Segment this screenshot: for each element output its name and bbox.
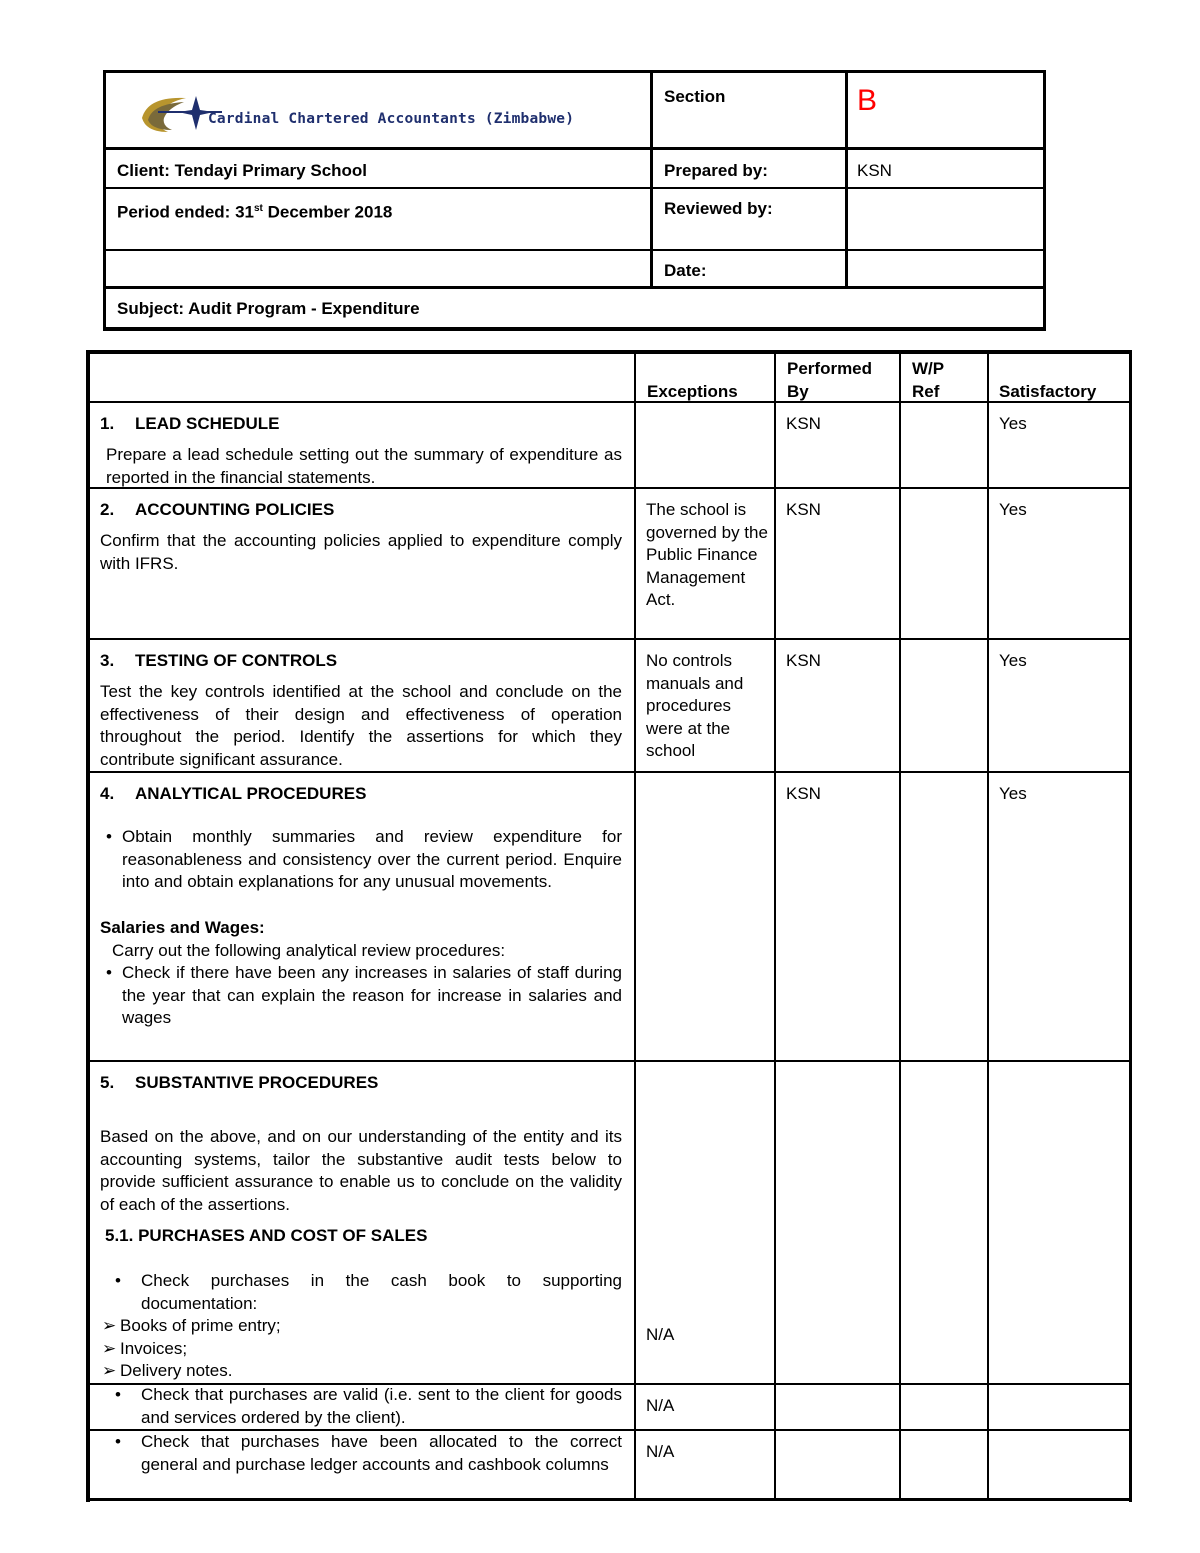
satisfactory: Yes [999,414,1027,433]
purchases-bullets [100,1270,622,1315]
reviewed-by-label: Reviewed by: [664,199,773,218]
bullet-text: Check if there have been any increases in salaries of staff during the year that can explain the reason for increase in salaries and wages [122,963,622,1028]
bullet-text: Check that purchases have been allocated to the correct general and purchase ledger accounts and cashbook columns [141,1432,622,1474]
period-sup: st [253,203,263,214]
bullet-icon: • [115,1432,121,1451]
row-title: TESTING OF CONTROLS [135,651,338,670]
list-item [100,1270,622,1315]
row-body: Confirm that the accounting policies applied to expenditure comply with IFRS. [100,531,622,573]
col-header-performed-by-1: Performed [787,359,873,378]
arrow-bullet-icon: ➢ [102,1338,117,1358]
sub-item-text: Delivery notes. [120,1361,233,1381]
satisfactory: Yes [999,784,1027,803]
subject-label: Subject: Audit Program - Expenditure [117,299,420,318]
row-title: ACCOUNTING POLICIES [135,500,335,519]
list-item [100,1431,622,1476]
performed-by: KSN [786,784,821,803]
performed-by: KSN [786,414,821,433]
row-body: Based on the above, and on our understanding of the entity and its accounting systems, tailor the substantive audit tests below to provide sufficient assurance to enable us to conclude on the validity of each of the assertions. [100,1127,622,1214]
arrow-bullet-icon: ➢ [102,1361,117,1381]
period-suffix: December 2018 [262,202,393,222]
row-title: SUBSTANTIVE PROCEDURES [135,1073,379,1092]
performed-by: KSN [786,651,821,670]
bullet-icon: • [106,827,112,846]
exceptions: The school is governed by the Public Finance Management Act. [646,500,768,610]
allocation-bullet [100,1431,622,1476]
bullet-text: Obtain monthly summaries and review expenditure for reasonableness and consistency over the current period. Enquire into and obtain explanations for any unusual movements. [122,827,622,892]
satisfactory: Yes [999,500,1027,519]
col-header-wp-ref-1: W/P [912,359,945,378]
row-title: ANALYTICAL PROCEDURES [135,784,367,803]
section-label: Section [664,87,726,106]
bullet-icon: • [115,1385,121,1404]
row-number: 3. [100,651,115,670]
exceptions: No controls manuals and procedures were at the school [646,651,744,761]
sub-item-text: Invoices; [120,1338,188,1358]
row-number: 4. [100,784,115,803]
period-prefix: Period ended: 31 [117,202,254,222]
col-header-satisfactory: Satisfactory [999,382,1097,401]
list-item [100,962,622,1030]
period-ended [117,198,392,224]
section-value: B [857,84,878,117]
exceptions: N/A [646,1396,675,1415]
bullet-text: Check purchases in the cash book to supporting documentation: [141,1271,622,1313]
analytical-bullets-1 [100,826,622,894]
analytical-bullets-2 [100,962,622,1030]
logo-text: Cardinal Chartered Accountants (Zimbabwe) [208,111,575,127]
row-number: 2. [100,500,115,519]
bullet-icon: • [115,1271,121,1290]
subsection-title: 5.1. PURCHASES AND COST OF SALES [105,1226,428,1245]
list-item [100,826,622,894]
sub-items-list [100,1315,622,1383]
company-logo [138,88,638,140]
col-header-performed-by-2: By [787,382,809,401]
sub-item-text: Books of prime entry; [120,1316,281,1335]
row-body: Prepare a lead schedule setting out the summary of expenditure as reported in the financial statements. [106,445,622,487]
col-header-wp-ref-2: Ref [912,382,940,401]
row-title: LEAD SCHEDULE [135,414,280,433]
performed-by: KSN [786,500,821,519]
salaries-intro: Carry out the following analytical review procedures: [112,941,506,960]
salaries-subheading: Salaries and Wages: [100,918,265,937]
prepared-by-label: Prepared by: [664,161,768,180]
list-item [100,1315,622,1338]
list-item [100,1338,622,1361]
list-item [100,1360,622,1383]
satisfactory: Yes [999,651,1027,670]
exceptions: N/A [646,1325,675,1344]
exceptions: N/A [646,1442,675,1461]
row-body: Test the key controls identified at the school and conclude on the effectiveness of their design and effectiveness of operation throughout the period. Identify the assertions for which they contribute significant assurance. [100,682,622,769]
date-label: Date: [664,261,707,280]
prepared-by-value: KSN [857,161,892,180]
bullet-icon: • [106,963,112,982]
col-header-exceptions: Exceptions [647,382,738,401]
row-number: 5. [100,1073,115,1092]
client-label: Client: Tendayi Primary School [117,161,368,180]
row-number: 1. [100,414,115,433]
arrow-bullet-icon: ➢ [102,1316,117,1335]
valid-purchases-bullet [100,1384,622,1429]
bullet-text: Check that purchases are valid (i.e. sent to the client for goods and services ordered by the client). [141,1385,622,1427]
list-item [100,1384,622,1429]
